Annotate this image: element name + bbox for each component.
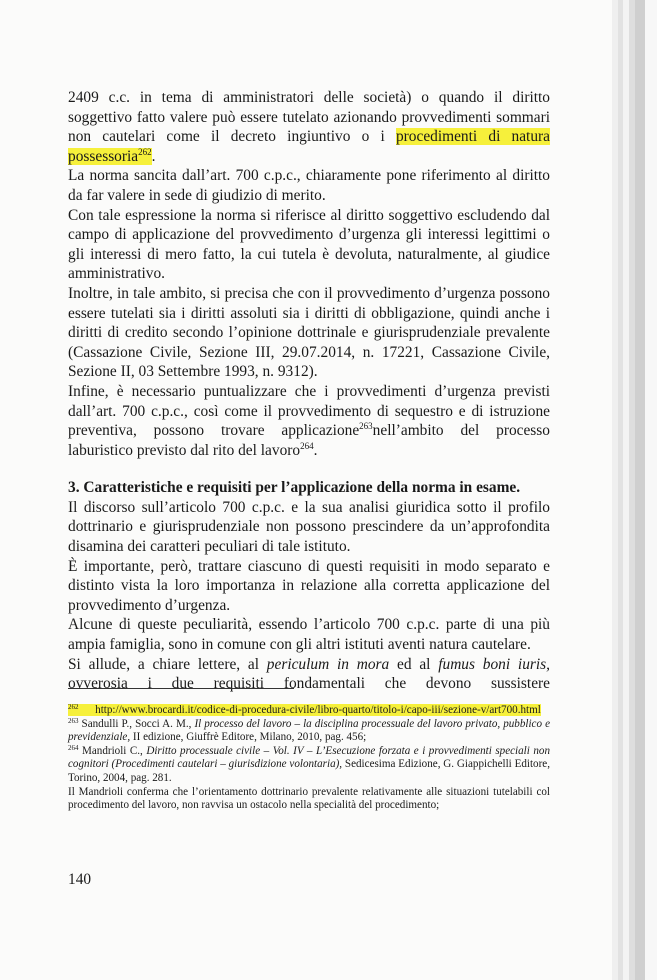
footnote-264: $^{264}$ Mandrioli C., Diritto processuale civile – Vol. IV – L’Esecuzione forzata e i provvedimenti speciali non cognitori (Procedimenti cautelari – giurisdizione volontaria), Sedicesima Edizione, G. Giappichelli Editore, Torino, 2004, pag. 281. bbox=[68, 743, 550, 784]
paragraph-4: Inoltre, in tale ambito, si precisa che con il provvedimento d’urgenza possono essere tutelati sia i diritti assoluti sia i diritti di obbligazione, quindi anche i diritti di credito secondo l’opinione dottrinale e giurisprudenziale prevalente (Cassazione Civile, Sezione III, 29.07.2014, n. 17221, Cassazione Civile, Sezione II, 03 Settembre 1993, n. 9312). bbox=[68, 284, 550, 381]
paragraph-3: Con tale espressione la norma si riferisce al diritto soggettivo escludendo dal campo di applicazione del provvedimento d’urgenza gli interessi legittimi o gli interessi di mero fatto, la cui tutela è devoluta, naturalmente, al giudice amministrativo. bbox=[68, 206, 550, 283]
footnote-ref-262[interactable]: 262 bbox=[138, 146, 152, 157]
paragraph-5: Infine, è necessario puntualizzare che i provvedimenti d’urgenza previsti dall’art. 700 c.p.c., così come il provvedimento di sequestro e di istruzione preventiva, possono trovare applicazione$^{263}$nell’ambito del processo laburistico previsto dal rito del lavoro$^{264}$. bbox=[68, 382, 550, 459]
footnote-262 bbox=[68, 704, 550, 718]
highlighted-footnote: $^{262}$ http://www.brocardi.it/codice-di-procedura-civile/libro-quarto/titolo-i/capo-iii/sezione-v/art700.html bbox=[68, 703, 541, 716]
paragraph-2: La norma sancita dall’art. 700 c.p.c., chiaramente pone riferimento al diritto da far valere in sede di giudizio di merito. bbox=[68, 167, 550, 204]
footnote-ref-264[interactable]: 264 bbox=[300, 440, 314, 451]
section-heading: 3. Caratteristiche e requisiti per l’applicazione della norma in esame. bbox=[68, 479, 521, 497]
footnote-ref-263[interactable]: 263 bbox=[359, 421, 373, 432]
page-edge bbox=[645, 0, 657, 980]
paragraph-6: Il discorso sull’articolo 700 c.p.c. e la sua analisi giuridica sotto il profilo dottrinario e giurisprudenziale non possono prescindere da un’approfondita disamina dei caratteri peculiari di tale istituto. bbox=[68, 498, 550, 556]
body-text bbox=[68, 88, 550, 694]
paragraph-7: È importante, però, trattare ciascuno di questi requisiti in modo separato e distinto vista la loro importanza in relazione alla corretta applicazione del provvedimento d’urgenza. bbox=[68, 557, 550, 614]
paragraph-9: Si allude, a chiare lettere, al periculum in mora ed al fumus boni iuris, ovverosia i due requisiti fondamentali che devono sussistere bbox=[68, 655, 550, 693]
page-edge bbox=[635, 0, 645, 980]
highlighted-text: procedimenti di natura possessoria$^{262}$ bbox=[68, 128, 550, 165]
footnote-link[interactable]: http://www.brocardi.it/codice-di-procedura-civile/libro-quarto/titolo-i/capo-iii/sezione-v/art700.html bbox=[95, 704, 541, 716]
footnote-separator bbox=[68, 688, 294, 689]
paragraph-8: Alcune di queste peculiarità, essendo l’articolo 700 c.p.c. parte di una più ampia famiglia, sono in comune con gli altri istituti aventi natura cautelare. bbox=[68, 616, 550, 654]
page-number: 140 bbox=[68, 871, 92, 888]
footnotes bbox=[68, 704, 550, 813]
paragraph-1: 2409 c.c. in tema di amministratori delle società) o quando il diritto soggettivo fatto valere può essere tutelato azionando provvedimenti sommari non cautelari come il decreto ingiuntivo o i procedimenti di natura possessoria$^{262}$. bbox=[68, 89, 550, 165]
footnote-263: $^{263}$ Sandulli P., Socci A. M., Il processo del lavoro – la disciplina processuale del lavoro privato, pubblico e previdenziale, II edizione, Giuffrè Editore, Milano, 2010, pag. 456; bbox=[68, 716, 550, 744]
footnote-264-continuation: Il Mandrioli conferma che l’orientamento dottrinario prevalente relativamente alle situazioni tutelabili col procedimento del lavoro, non ravvisa un ostacolo nella specialità del procedimento; bbox=[68, 785, 550, 812]
